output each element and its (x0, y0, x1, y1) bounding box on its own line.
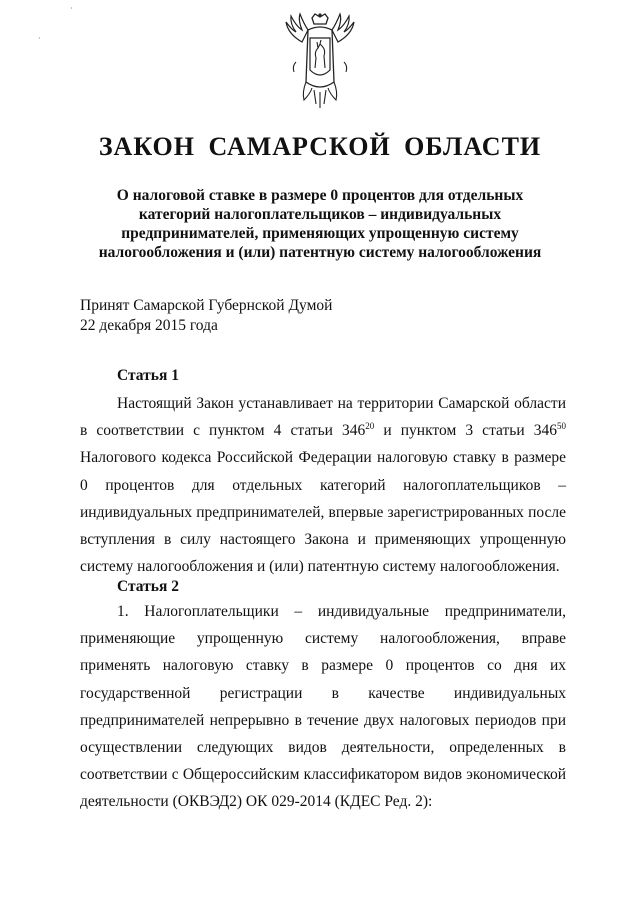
article-1-heading: Статья 1 (117, 367, 179, 384)
adoption-info (80, 296, 332, 336)
adoption-body: Принят Самарской Губернской Думой (80, 297, 333, 314)
stray-dot: · (38, 34, 41, 43)
law-subtitle: О налоговой ставке в размере 0 процентов для отдельных категорий налогоплательщиков – индивидуальных предпринимателей, применяющих упрощенную систему налогообложения и (или) патентную систему налогообложения (98, 187, 542, 261)
article-2-heading: Статья 2 (117, 578, 179, 595)
law-title: ЗАКОН САМАРСКОЙ ОБЛАСТИ (98, 132, 542, 161)
stray-dot: · (70, 4, 73, 13)
article-2-item-1-text: 1. Налогоплательщики – индивидуальные предприниматели, применяющие упрощенную систему налогообложения, вправе применять налоговую ставку в размере 0 процентов со дня их государственной регистрации в качестве индивидуальных предпринимателей непрерывно в течение двух налоговых периодов при осуществлении следующих видов деятельности, определенных в соответствии с Общероссийским классификатором видов экономической деятельности (ОКВЭД2) ОК 029-2014 (КДЕС Ред. 2): (80, 603, 566, 811)
article-2-item-1 (80, 598, 566, 816)
article-1-sup2: 50 (556, 421, 566, 432)
coat-of-arms-emblem-icon (282, 12, 358, 112)
article-1-text-part3: Налогового кодекса Российской Федерации налоговую ставку в размере 0 процентов для отдельных категорий налогоплательщиков – индивидуальных предпринимателей, впервые зарегистрированных после вступления в силу настоящего Закона и применяющих упрощенную систему налогообложения и (или) патентную систему налогообложения. (80, 449, 566, 576)
article-1-sup1: 20 (365, 421, 375, 432)
article-1-text (80, 390, 566, 580)
article-1-text-part2: и пунктом 3 статьи 346 (374, 422, 557, 440)
adoption-date: 22 декабря 2015 года (80, 317, 218, 334)
article-1-text-part1: Настоящий Закон устанавливает на территории Самарской области в соответствии с пунктом 4 статьи 346 (80, 395, 566, 440)
